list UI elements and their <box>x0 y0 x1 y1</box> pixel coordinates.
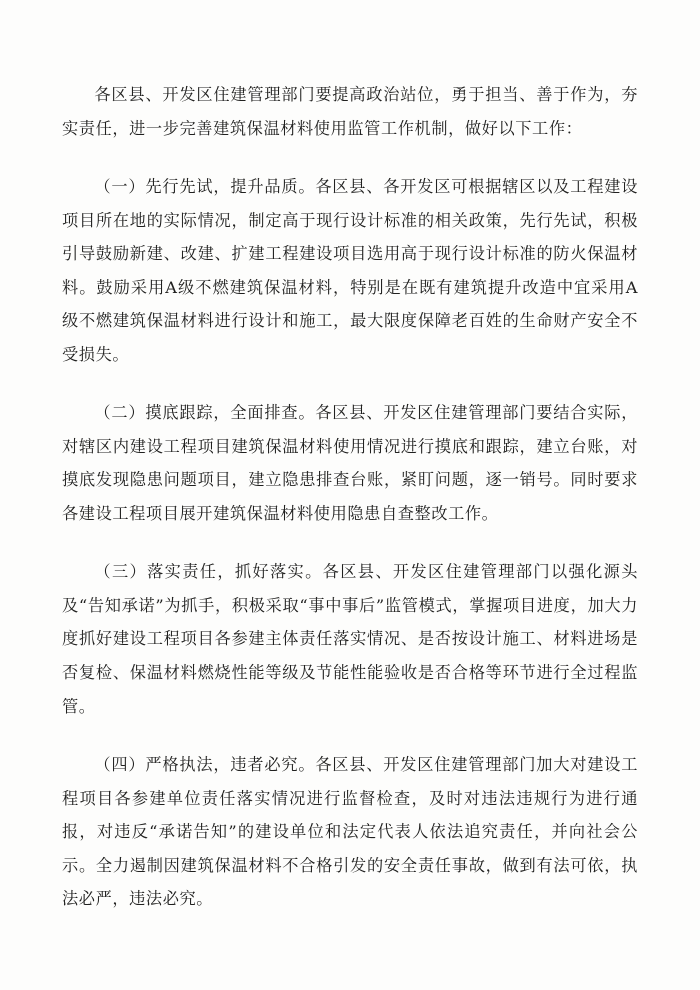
paragraph-section-3: （三）落实责任，抓好落实。各区县、开发区住建管理部门以强化源头及“告知承诺”为抓手，积极采取“事中事后”监管模式，掌握项目进度，加大力度抓好建设工程项目各参建主体责任落实情况、是否按设计施工、材料进场是否复检、保温材料燃烧性能等级及节能性能验收是否合格等环节进行全过程监管。 <box>62 562 638 716</box>
paragraph-section-1: （一）先行先试，提升品质。各区县、各开发区可根据辖区以及工程建设项目所在地的实际情况，制定高于现行设计标准的相关政策，先行先试，积极引导鼓励新建、改建、扩建工程建设项目选用高于现行设计标准的防火保温材料。鼓励采用A级不燃建筑保温材料，特别是在既有建筑提升改造中宜采用A级不燃建筑保温材料进行设计和施工，最大限度保障老百姓的生命财产安全不受损失。 <box>62 177 638 364</box>
document-body <box>62 78 638 916</box>
paragraph-section-4: （四）严格执法，违者必究。各区县、开发区住建管理部门加大对建设工程项目各参建单位责任落实情况进行监督检查，及时对违法违规行为进行通报，对违反“承诺告知”的建设单位和法定代表人依法追究责任，并向社会公示。全力遏制因建筑保温材料不合格引发的安全责任事故，做到有法可依，执法必严，违法必究。 <box>62 755 638 909</box>
paragraph-intro: 各区县、开发区住建管理部门要提高政治站位，勇于担当、善于作为，夯实责任，进一步完善建筑保温材料使用监管工作机制，做好以下工作： <box>62 85 638 138</box>
paragraph-section-2: （二）摸底跟踪，全面排查。各区县、开发区住建管理部门要结合实际，对辖区内建设工程项目建筑保温材料使用情况进行摸底和跟踪，建立台账，对摸底发现隐患问题项目，建立隐患排查台账，紧盯问题，逐一销号。同时要求各建设工程项目展开建筑保温材料使用隐患自查整改工作。 <box>62 403 638 523</box>
